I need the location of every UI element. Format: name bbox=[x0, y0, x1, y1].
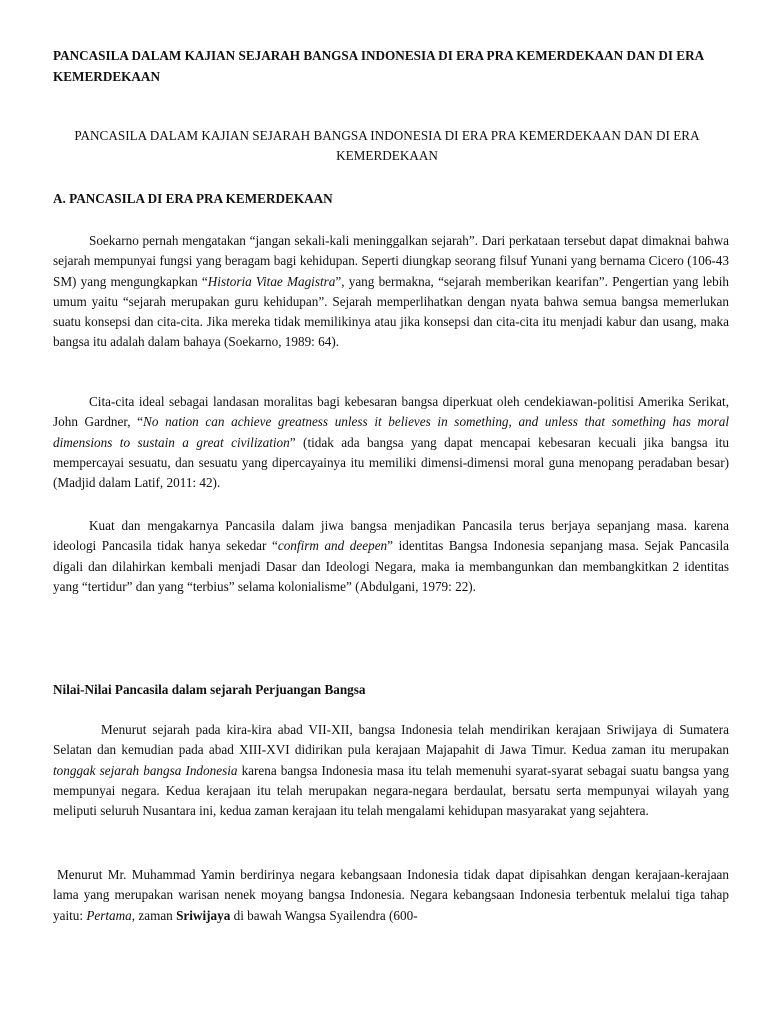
paragraph-5: Menurut Mr. Muhammad Yamin berdirinya negara kebangsaan Indonesia tidak dapat dipisahkan dengan kerajaan-kerajaan lama yang merupakan warisan nenek moyang bangsa Indonesia. Negara kebangsaan Indonesia terbentuk melalui tiga tahap yaitu: Pertama, zaman Sriwijaya di bawah Wangsa Syailendra (600- bbox=[53, 867, 729, 923]
section-b-heading: Nilai-Nilai Pancasila dalam sejarah Perjuangan Bangsa bbox=[53, 682, 366, 697]
paragraph-1: Soekarno pernah mengatakan “jangan sekali-kali meninggalkan sejarah”. Dari perkataan tersebut dapat dimaknai bahwa sejarah mempunyai fungsi yang beragam bagi kehidupan. Seperti diungkap seorang filsuf Yunani yang bernama Cicero (106-43 SM) yang mengungkapkan “Historia Vitae Magistra”, yang bermakna, “sejarah memberikan kearifan”. Pengertian yang lebih umum yaitu “sejarah merupakan guru kehidupan”. Sejarah memperlihatkan dengan nyata bahwa semua bangsa memerlukan suatu konsepsi dan cita-cita. Jika mereka tidak memilikinya atau jika konsepsi dan cita-cita itu menjadi kabur dan usang, maka bangsa itu adalah dalam bahaya (Soekarno, 1989: 64). bbox=[53, 233, 729, 350]
section-a-heading: A. PANCASILA DI ERA PRA KEMERDEKAAN bbox=[53, 191, 333, 206]
paragraph-4: Menurut sejarah pada kira-kira abad VII-XII, bangsa Indonesia telah mendirikan kerajaan Sriwijaya di Sumatera Selatan dan kemudian pada abad XIII-XVI didirikan pula kerajaan Majapahit di Jawa Timur. Kedua zaman itu merupakan tonggak sejarah bangsa Indonesia karena bangsa Indonesia masa itu telah memenuhi syarat-syarat sebagai suatu bangsa yang mempunyai negara. Kedua kerajaan itu telah merupakan negara-negara berdaulat, bersatu serta mempunyai wilayah yang meliputi seluruh Nusantara ini, kedua zaman kerajaan itu telah mengalami kehidupan masyarakat yang sejahtera. bbox=[53, 722, 729, 819]
document-title: PANCASILA DALAM KAJIAN SEJARAH BANGSA INDONESIA DI ERA PRA KEMERDEKAAN DAN DI ERA KEMERDEKAAN bbox=[53, 48, 704, 84]
centered-title: PANCASILA DALAM KAJIAN SEJARAH BANGSA INDONESIA DI ERA PRA KEMERDEKAAN DAN DI ERA KEMERDEKAAN bbox=[74, 128, 700, 163]
paragraph-3: Kuat dan mengakarnya Pancasila dalam jiwa bangsa menjadikan Pancasila terus berjaya sepanjang masa. karena ideologi Pancasila tidak hanya sekedar “confirm and deepen” identitas Bangsa Indonesia sepanjang masa. Sejak Pancasila digali dan dilahirkan kembali menjadi Dasar dan Ideologi Negara, maka ia membangunkan dan membangkitkan 2 identitas yang “tertidur” dan yang “terbius” selama kolonialisme” (Abdulgani, 1979: 22). bbox=[53, 518, 729, 594]
paragraph-2: Cita-cita ideal sebagai landasan moralitas bagi kebesaran bangsa diperkuat oleh cendekiawan-politisi Amerika Serikat, John Gardner, “No nation can achieve greatness unless it believes in something, and unless that something has moral dimensions to sustain a great civilization” (tidak ada bangsa yang dapat mencapai kebesaran kecuali jika bangsa itu mempercayai sesuatu, dan sesuatu yang dipercayainya itu memiliki dimensi-dimensi moral guna menopang peradaban besar) (Madjid dalam Latif, 2011: 42). bbox=[53, 394, 729, 491]
